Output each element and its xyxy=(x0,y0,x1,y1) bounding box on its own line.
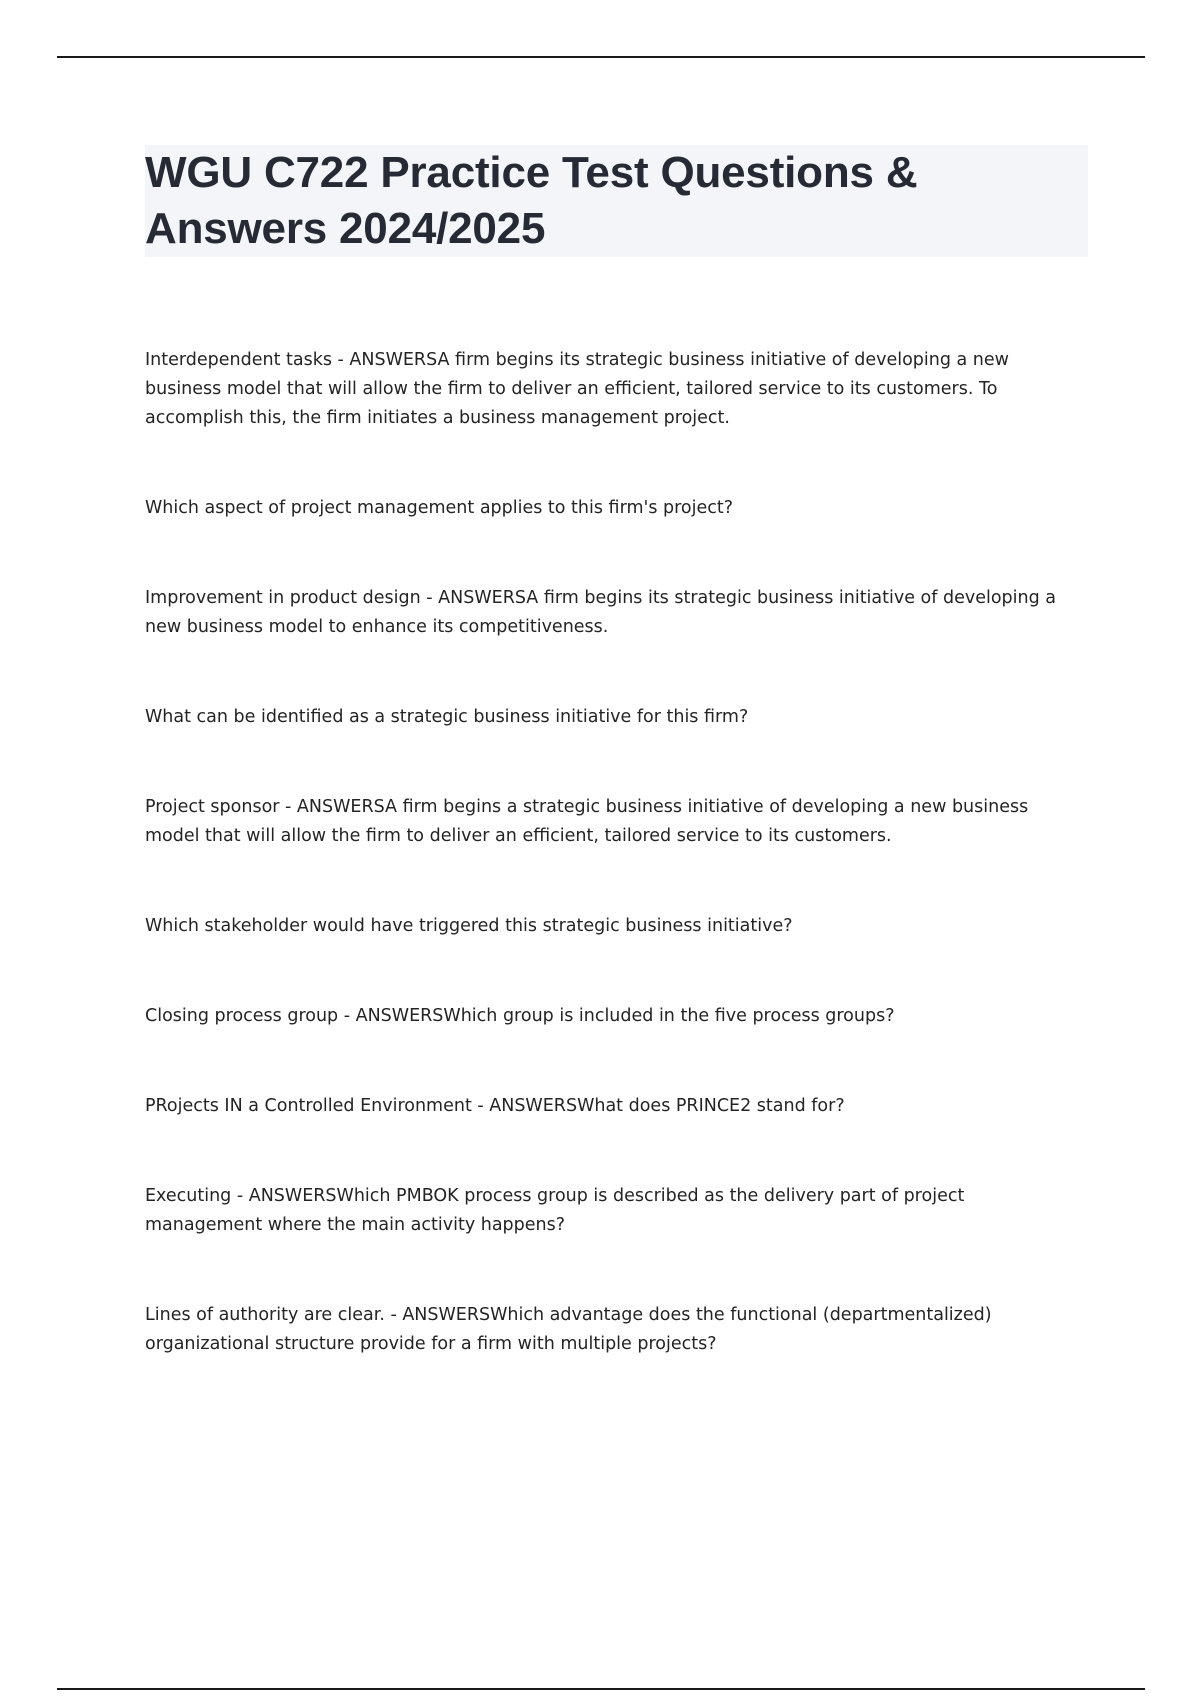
paragraph: PRojects IN a Controlled Environment - ANSWERSWhat does PRINCE2 stand for? xyxy=(145,1096,845,1116)
paragraph: Project sponsor - ANSWERSA firm begins a strategic business initiative of developing a new business model that will allow the firm to deliver an efficient, tailored service to its customers. xyxy=(145,797,1029,846)
document-body xyxy=(145,346,1085,1420)
document-title: WGU C722 Practice Test Questions & Answers 2024/2025 xyxy=(145,148,918,253)
paragraph: Which stakeholder would have triggered this strategic business initiative? xyxy=(145,916,793,936)
paragraph: Improvement in product design - ANSWERSA firm begins its strategic business initiative of developing a new business model to enhance its competitiveness. xyxy=(145,588,1057,637)
header-rule xyxy=(57,56,1145,58)
paragraph: Which aspect of project management applies to this firm's project? xyxy=(145,498,734,518)
paragraph: What can be identified as a strategic business initiative for this firm? xyxy=(145,707,749,727)
paragraph: Closing process group - ANSWERSWhich group is included in the five process groups? xyxy=(145,1006,895,1026)
paragraph: Lines of authority are clear. - ANSWERSWhich advantage does the functional (departmentalized) organizational structure provide for a firm with multiple projects? xyxy=(145,1305,992,1354)
title-block xyxy=(145,145,1088,257)
paragraph: Interdependent tasks - ANSWERSA firm begins its strategic business initiative of developing a new business model that will allow the firm to deliver an efficient, tailored service to its customers. To accomplish this, the firm initiates a business management project. xyxy=(145,350,1009,428)
footer-rule xyxy=(57,1688,1145,1690)
paragraph: Executing - ANSWERSWhich PMBOK process group is described as the delivery part of project management where the main activity happens? xyxy=(145,1186,965,1235)
